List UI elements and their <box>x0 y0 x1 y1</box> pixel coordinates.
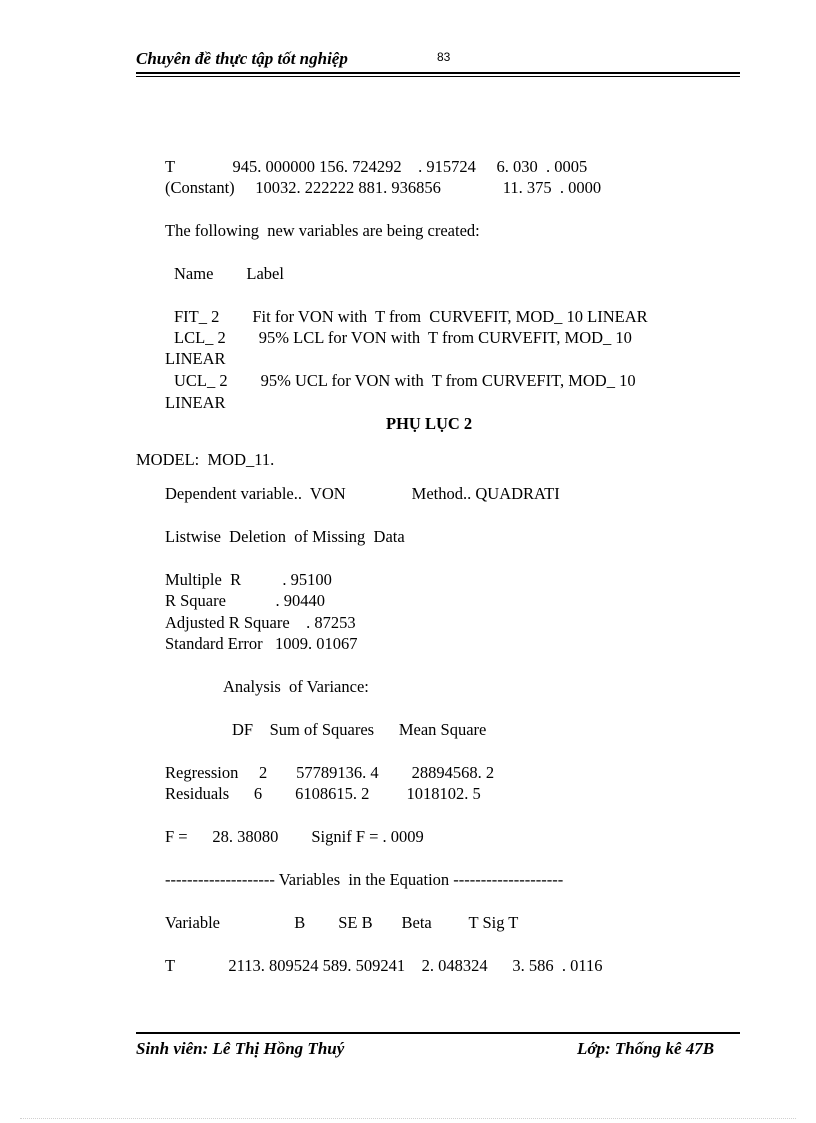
coef-row-t-2: T 2113. 809524 589. 509241 2. 048324 3. 586 . 0116 <box>165 956 603 975</box>
variables-in-equation-divider: -------------------- Variables in the Equation -------------------- <box>165 870 564 889</box>
new-variables-header: Name Label <box>174 264 284 283</box>
new-variable-lcl: LCL_ 2 95% LCL for VON with T from CURVEFIT, MOD_ 10 <box>174 328 632 347</box>
footer-rule <box>136 1032 740 1034</box>
model-line: MODEL: MOD_11. <box>136 450 275 469</box>
multiple-r: Multiple R . 95100 <box>165 570 332 589</box>
new-variables-intro: The following new variables are being created: <box>165 221 480 240</box>
r-square: R Square . 90440 <box>165 591 325 610</box>
standard-error: Standard Error 1009. 01067 <box>165 634 358 653</box>
new-variable-ucl: UCL_ 2 95% UCL for VON with T from CURVEFIT, MOD_ 10 <box>174 371 636 390</box>
dependent-variable-line: Dependent variable.. VON Method.. QUADRATI <box>165 484 560 503</box>
header-rule-thick <box>136 72 740 74</box>
coef-row-constant: (Constant) 10032. 222222 881. 936856 11. 375 . 0000 <box>165 178 602 197</box>
appendix-heading: PHỤ LỤC 2 <box>386 414 473 433</box>
header-rule-thin <box>136 76 740 77</box>
analysis-of-variance-title: Analysis of Variance: <box>223 677 369 696</box>
f-statistic: F = 28. 38080 Signif F = . 0009 <box>165 827 424 846</box>
page-edge-divider <box>20 1118 796 1119</box>
new-variable-lcl-cont: LINEAR <box>165 349 226 368</box>
new-variable-fit: FIT_ 2 Fit for VON with T from CURVEFIT, MOD_ 10 LINEAR <box>174 307 648 326</box>
footer-student: Sinh viên: Lê Thị Hồng Thuý <box>136 1039 345 1058</box>
anova-regression: Regression 2 57789136. 4 28894568. 2 <box>165 763 495 782</box>
header-title: Chuyên đề thực tập tốt nghiệp <box>136 49 348 68</box>
coef-row-t: T 945. 000000 156. 724292 . 915724 6. 030 . 0005 <box>165 157 588 176</box>
anova-header: DF Sum of Squares Mean Square <box>232 720 487 739</box>
page-number: 83 <box>437 50 451 64</box>
adjusted-r-square: Adjusted R Square . 87253 <box>165 613 356 632</box>
listwise-deletion-line: Listwise Deletion of Missing Data <box>165 527 405 546</box>
new-variable-ucl-cont: LINEAR <box>165 393 226 412</box>
anova-residuals: Residuals 6 6108615. 2 1018102. 5 <box>165 784 481 803</box>
coef-table-header: Variable B SE B Beta T Sig T <box>165 913 519 932</box>
footer-class: Lớp: Thống kê 47B <box>577 1039 715 1058</box>
